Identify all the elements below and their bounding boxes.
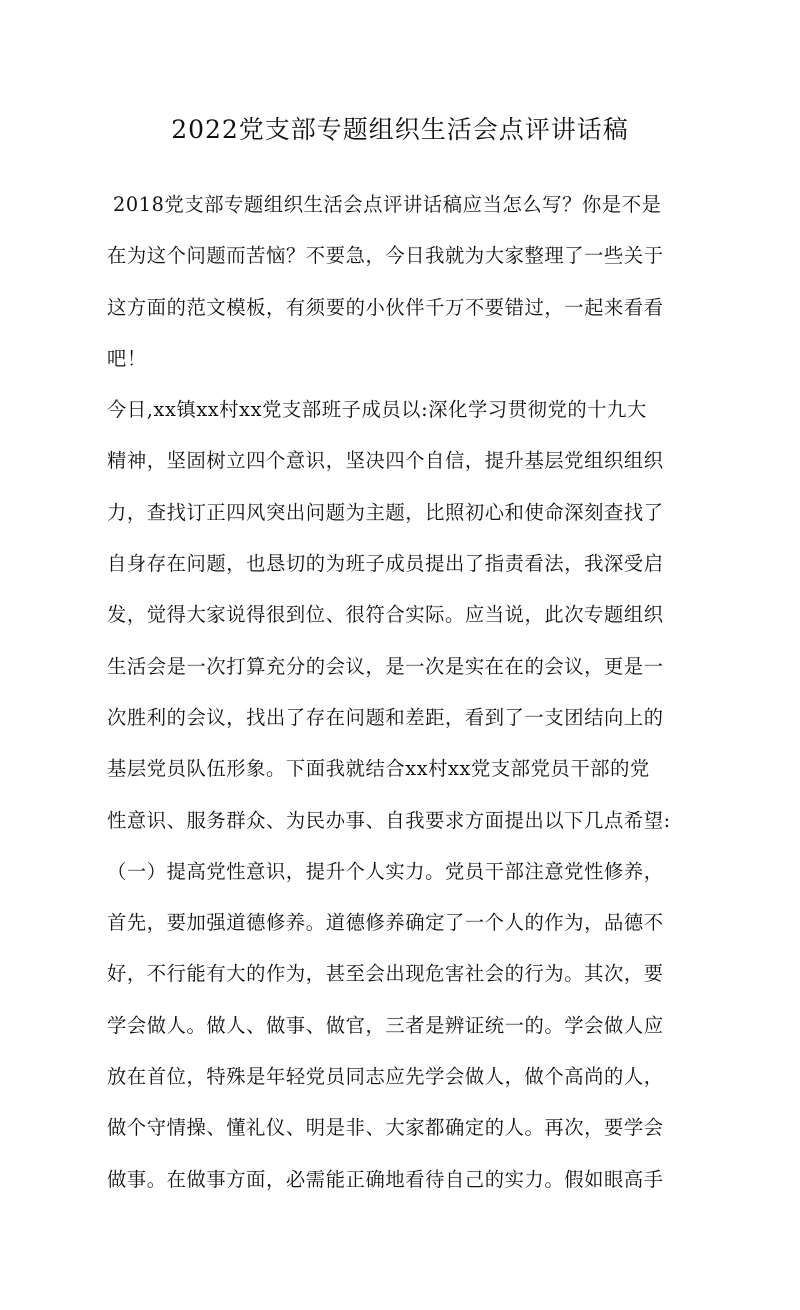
text-line: 好，不行能有大的作为，甚至会出现危害社会的行为。其次，要: [107, 962, 664, 986]
text-line: 性意识、服务群众、为民办事、自我要求方面提出以下几点希望:: [107, 808, 671, 832]
text-line: 2018党支部专题组织生活会点评讲话稿应当怎么写？你是不是: [113, 193, 662, 216]
text-line: 基层党员队伍形象。下面我就结合xx村xx党支部党员干部的党: [107, 757, 650, 781]
text-line: 学会做人。做人、做事、做官，三者是辨证统一的。学会做人应: [107, 1013, 664, 1037]
text-line: 次胜利的会议，找出了存在问题和差距，看到了一支团结向上的: [107, 705, 664, 729]
text-line: 吧！: [107, 346, 147, 370]
text-line: 发，觉得大家说得很到位、很符合实际。应当说，此次专题组织: [107, 603, 664, 627]
text-line: 首先，要加强道德修养。道德修养确定了一个人的作为，品德不: [107, 911, 664, 935]
text-line: 生活会是一次打算充分的会议，是一次是实在在的会议，更是一: [107, 654, 664, 678]
text-line: 放在首位，特殊是年轻党员同志应先学会做人，做个高尚的人，: [107, 1065, 664, 1089]
text-line: 精神，坚固树立四个意识，坚决四个自信，提升基层党组织组织: [107, 449, 664, 473]
text-line: 做个守情操、懂礼仪、明是非、大家都确定的人。再次，要学会: [107, 1116, 664, 1140]
document-body: [107, 184, 707, 1210]
document-title: 2022党支部专题组织生活会点评讲话稿: [171, 115, 629, 144]
text-line: 在为这个问题而苦恼？不要急，今日我就为大家整理了一些关于: [107, 244, 664, 268]
text-line: 这方面的范文模板，有须要的小伙伴千万不要错过，一起来看看: [107, 295, 664, 319]
text-line: 今日,xx镇xx村xx党支部班子成员以:深化学习贯彻党的十九大: [107, 398, 647, 422]
text-line: 自身存在问题，也恳切的为班子成员提出了指责看法，我深受启: [107, 552, 664, 576]
text-line: （一）提高党性意识，提升个人实力。党员干部注意党性修养，: [107, 859, 664, 883]
text-line: 做事。在做事方面，必需能正确地看待自己的实力。假如眼高手: [107, 1167, 664, 1191]
text-line: 力，查找订正四风突出问题为主题，比照初心和使命深刻查找了: [107, 500, 664, 524]
